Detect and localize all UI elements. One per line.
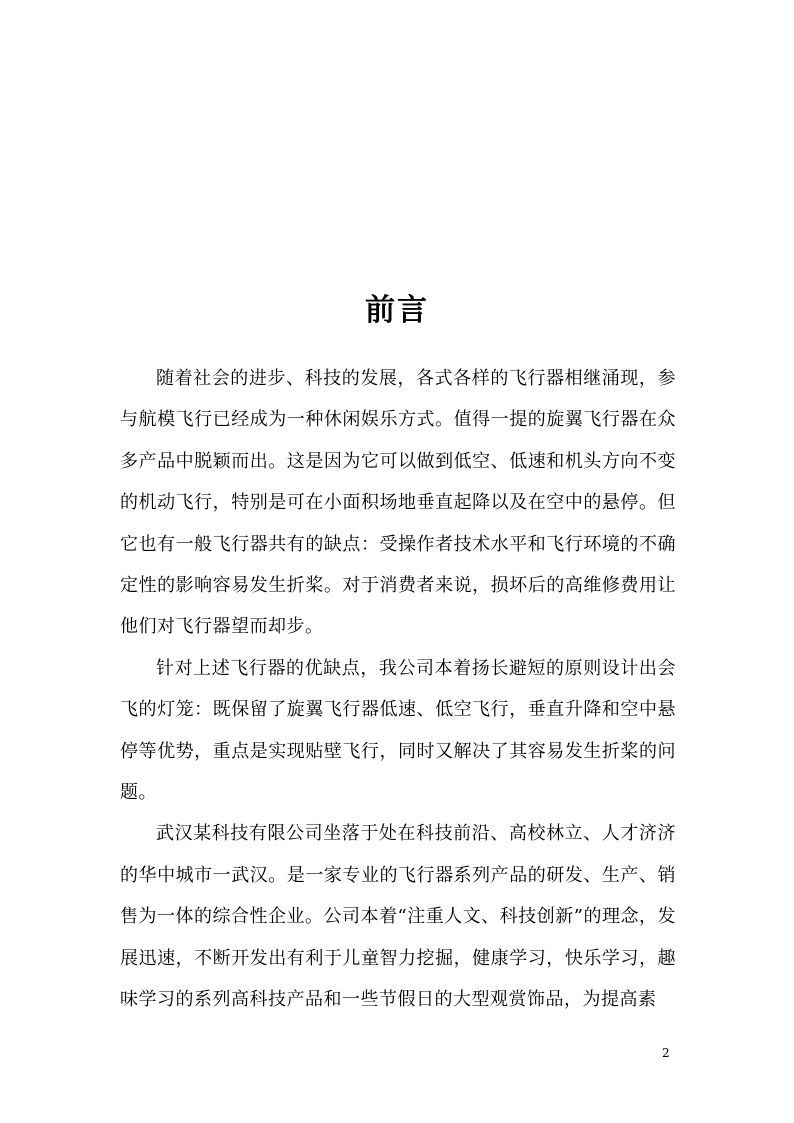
paragraph-3: 武汉某科技有限公司坐落于处在科技前沿、高校林立、人才济济的华中城市一武汉。是一家专业的飞行器系列产品的研发、生产、销售为一体的综合性企业。公司本着“注重人文、科技创新”的理念，发展迅速，不断开发出有利于儿童智力挖掘，健康学习，快乐学习，趣味学习的系列高科技产品和一些节假日的大型观赏饰品，为提高素 <box>120 823 676 1011</box>
paragraph-2: 针对上述飞行器的优缺点，我公司本着扬长避短的原则设计出会飞的灯笼：既保留了旋翼飞行器低速、低空飞行，垂直升降和空中悬停等优势，重点是实现贴壁飞行，同时又解决了其容易发生折桨的问题。 <box>120 657 676 804</box>
body-text <box>120 358 676 1021</box>
page-title: 前言 <box>365 293 429 328</box>
page-number: 2 <box>662 1046 670 1060</box>
paragraph-1: 随着社会的进步、科技的发展，各式各样的飞行器相继涌现，参与航模飞行已经成为一种休闲娱乐方式。值得一提的旋翼飞行器在众多产品中脱颖而出。这是因为它可以做到低空、低速和机头方向不变的机动飞行，特别是可在小面积场地垂直起降以及在空中的悬停。但它也有一般飞行器共有的缺点：受操作者技术水平和飞行环境的不确定性的影响容易发生折桨。对于消费者来说，损坏后的高维修费用让他们对飞行器望而却步。 <box>120 368 676 638</box>
